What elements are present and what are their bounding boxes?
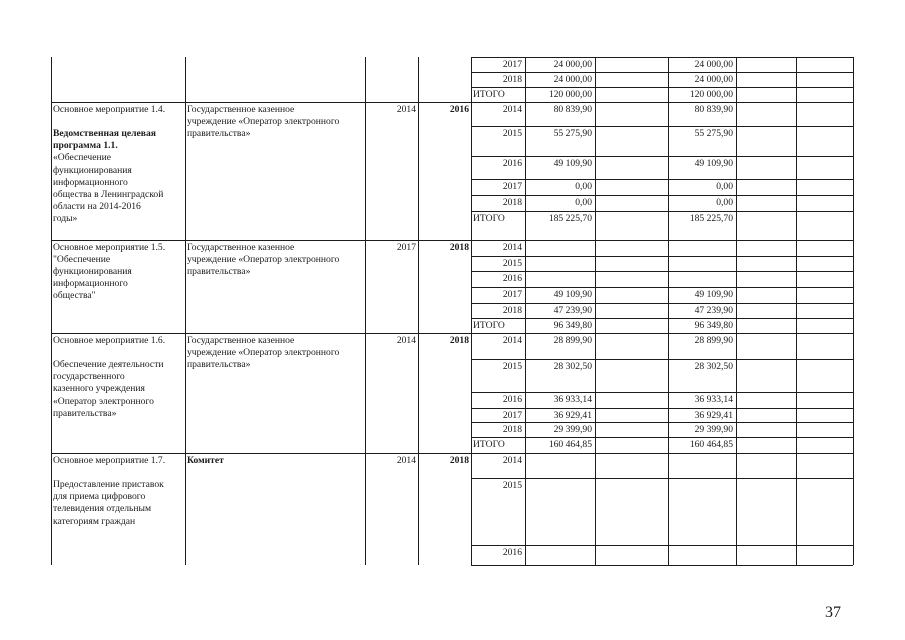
measure-name-line: области на 2014-2016 [53, 201, 141, 213]
regional-amount-cell: 55 275,90 [694, 127, 733, 139]
year-cell: 2016 [502, 546, 522, 558]
year-cell: ИТОГО [473, 319, 505, 331]
executor-line: Государственное казенное [187, 334, 295, 346]
year-cell: 2014 [502, 103, 522, 115]
regional-amount-cell: 49 109,90 [694, 157, 733, 169]
measure-name-line: Предоставление приставок [53, 478, 164, 490]
year-cell: 2017 [502, 180, 522, 192]
measure-name-line: информационного [53, 278, 128, 290]
executor-line: учреждение «Оператор электронного [187, 253, 340, 265]
executor-line: учреждение «Оператор электронного [187, 115, 340, 127]
total-amount-cell: 29 399,90 [553, 423, 592, 435]
total-amount-cell: 49 109,90 [553, 288, 592, 300]
year-cell: 2018 [502, 73, 522, 85]
year-cell: 2015 [502, 127, 522, 139]
regional-amount-cell: 80 839,90 [694, 103, 733, 115]
regional-amount-cell: 24 000,00 [694, 73, 733, 85]
start-year: 2014 [396, 103, 416, 115]
year-cell: 2014 [502, 454, 522, 466]
row-border [471, 545, 853, 546]
row-border [471, 359, 853, 360]
measure-name-line: годы» [53, 213, 78, 225]
end-year: 2018 [449, 454, 469, 466]
year-cell: 2017 [502, 288, 522, 300]
measure-name-line: информационного [53, 176, 128, 188]
total-amount-cell: 49 109,90 [553, 157, 592, 169]
executor-line: Комитет [187, 454, 224, 466]
executor-line: учреждение «Оператор электронного [187, 346, 340, 358]
year-cell: 2015 [502, 257, 522, 269]
row-border [471, 126, 853, 127]
row-border [471, 287, 853, 288]
row-border [471, 565, 853, 566]
measure-name-line: категориям граждан [53, 515, 136, 527]
column-border [595, 57, 596, 565]
measure-name-line: «Оператор электронного [53, 395, 154, 407]
start-year: 2017 [396, 241, 416, 253]
page-number: 37 [825, 604, 841, 621]
total-amount-cell: 0,00 [575, 196, 592, 208]
start-year: 2014 [396, 334, 416, 346]
block-border [51, 453, 853, 454]
row-border [471, 303, 853, 304]
year-cell: ИТОГО [473, 212, 505, 224]
column-border [796, 57, 797, 565]
measure-name-line: функционирования [53, 265, 132, 277]
block-border [51, 240, 853, 241]
measure-name-line: Ведомственная целевая [53, 127, 156, 139]
regional-amount-cell: 47 239,90 [694, 304, 733, 316]
end-year: 2018 [449, 241, 469, 253]
regional-amount-cell: 160 464,85 [689, 438, 733, 450]
year-cell: 2016 [502, 393, 522, 405]
measure-name-line: "Обеспечение [53, 253, 111, 265]
column-border [185, 57, 186, 565]
total-amount-cell: 36 933,14 [553, 393, 592, 405]
measure-name-line: Основное мероприятие 1.6. [53, 334, 166, 346]
row-border [471, 256, 853, 257]
executor-line: правительства» [187, 265, 251, 277]
measure-name-line: Основное мероприятие 1.5. [53, 241, 166, 253]
row-border [471, 195, 853, 196]
measure-name-line: общества" [53, 290, 96, 302]
year-cell: 2018 [502, 304, 522, 316]
row-border [471, 156, 853, 157]
measure-name-line: «Обеспечение [53, 152, 111, 164]
column-border [365, 57, 366, 565]
row-border [471, 318, 853, 319]
row-border [471, 179, 853, 180]
regional-amount-cell: 49 109,90 [694, 288, 733, 300]
measure-name-line: Основное мероприятие 1.7. [53, 454, 166, 466]
regional-amount-cell: 24 000,00 [694, 58, 733, 70]
row-border [471, 478, 853, 479]
executor-line: Государственное казенное [187, 103, 295, 115]
measure-name-line: Обеспечение деятельности [53, 358, 164, 370]
end-year: 2016 [449, 103, 469, 115]
total-amount-cell: 0,00 [575, 180, 592, 192]
start-year: 2014 [396, 454, 416, 466]
measure-name-line: программа 1.1. [53, 140, 118, 152]
year-cell: 2014 [502, 241, 522, 253]
total-amount-cell: 160 464,85 [548, 438, 592, 450]
regional-amount-cell: 29 399,90 [694, 423, 733, 435]
measure-name-line: функционирования [53, 164, 132, 176]
column-border [51, 57, 52, 565]
measure-name-line: общества в Ленинградской [53, 188, 164, 200]
regional-amount-cell: 120 000,00 [689, 88, 733, 100]
measure-name-line: государственного [53, 371, 125, 383]
total-amount-cell: 47 239,90 [553, 304, 592, 316]
column-border [736, 57, 737, 565]
column-border [853, 57, 854, 565]
column-border [418, 57, 419, 565]
year-cell: 2017 [502, 409, 522, 421]
regional-amount-cell: 0,00 [716, 196, 733, 208]
year-cell: 2014 [502, 334, 522, 346]
block-border [51, 102, 853, 103]
measure-name-line: для приема цифрового [53, 491, 146, 503]
measure-name-line: казенного учреждения [53, 383, 145, 395]
total-amount-cell: 120 000,00 [548, 88, 592, 100]
row-border [471, 392, 853, 393]
row-border [471, 437, 853, 438]
year-cell: 2016 [502, 272, 522, 284]
regional-amount-cell: 36 933,14 [694, 393, 733, 405]
regional-amount-cell: 185 225,70 [689, 212, 733, 224]
year-cell: 2018 [502, 423, 522, 435]
row-border [471, 408, 853, 409]
row-border [471, 211, 853, 212]
measure-name-line: правительства» [53, 407, 117, 419]
year-cell: 2015 [502, 479, 522, 491]
total-amount-cell: 185 225,70 [548, 212, 592, 224]
regional-amount-cell: 96 349,80 [694, 319, 733, 331]
total-amount-cell: 80 839,90 [553, 103, 592, 115]
row-border [471, 271, 853, 272]
measure-name-line: телевидения отдельным [53, 503, 152, 515]
year-cell: ИТОГО [473, 438, 505, 450]
regional-amount-cell: 36 929,41 [694, 409, 733, 421]
regional-amount-cell: 28 899,90 [694, 334, 733, 346]
total-amount-cell: 96 349,80 [553, 319, 592, 331]
row-border [471, 72, 853, 73]
executor-line: правительства» [187, 358, 251, 370]
total-amount-cell: 24 000,00 [553, 73, 592, 85]
row-border [471, 57, 853, 58]
end-year: 2018 [449, 334, 469, 346]
executor-line: Государственное казенное [187, 241, 295, 253]
year-cell: 2016 [502, 157, 522, 169]
year-cell: 2017 [502, 58, 522, 70]
row-border [471, 87, 853, 88]
block-border [51, 333, 853, 334]
executor-line: правительства» [187, 127, 251, 139]
year-cell: 2015 [502, 360, 522, 372]
regional-amount-cell: 0,00 [716, 180, 733, 192]
total-amount-cell: 36 929,41 [553, 409, 592, 421]
regional-amount-cell: 28 302,50 [694, 360, 733, 372]
total-amount-cell: 55 275,90 [553, 127, 592, 139]
year-cell: 2018 [502, 196, 522, 208]
total-amount-cell: 28 899,90 [553, 334, 592, 346]
measure-name-line: Основное мероприятие 1.4. [53, 103, 166, 115]
total-amount-cell: 24 000,00 [553, 58, 592, 70]
total-amount-cell: 28 302,50 [553, 360, 592, 372]
year-cell: ИТОГО [473, 88, 505, 100]
